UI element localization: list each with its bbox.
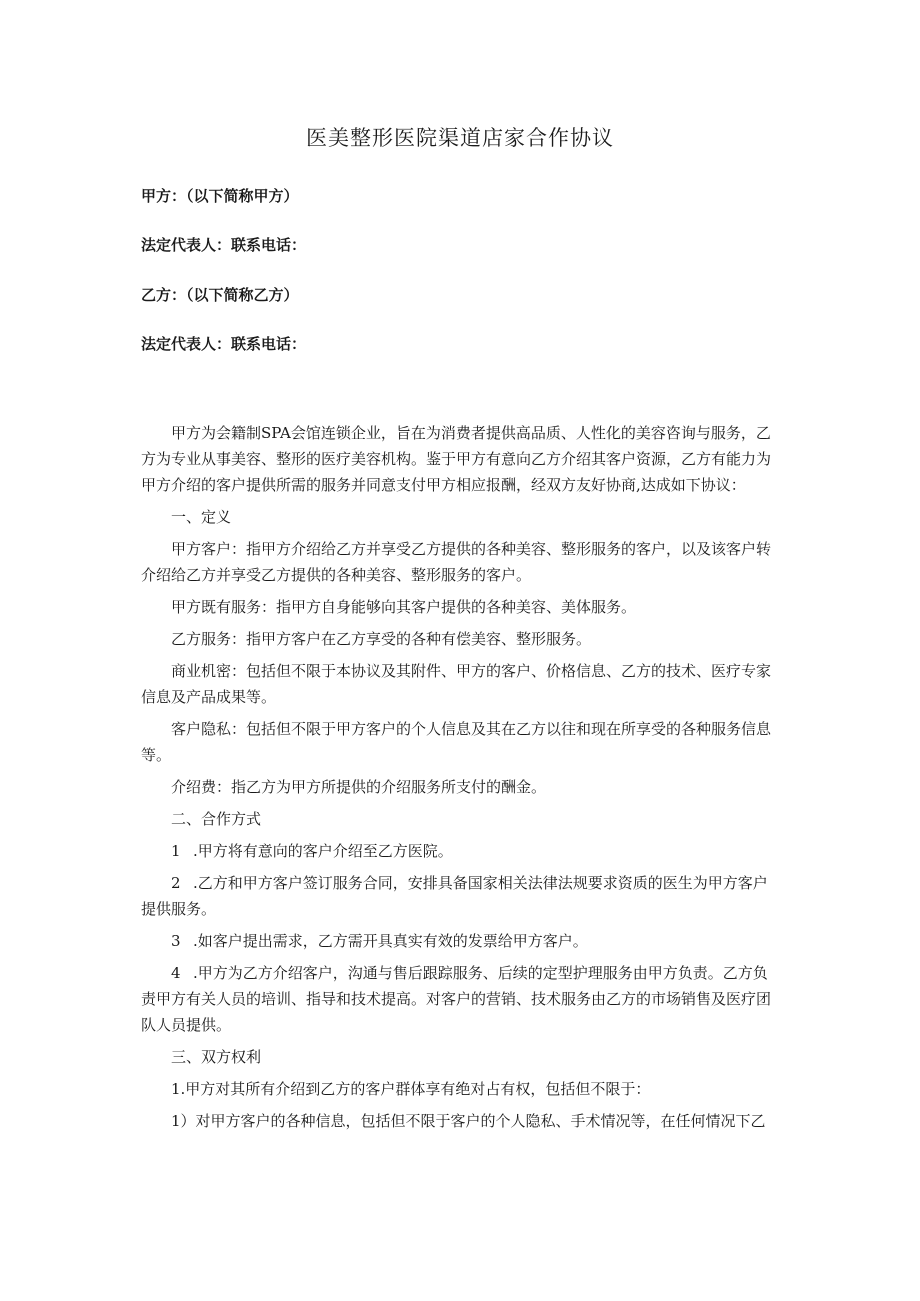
rights-subitem: 1）对甲方客户的各种信息，包括但不限于客户的个人隐私、手术情况等，在任何情况下乙 [171,1112,766,1130]
cooperation-item [141,928,781,954]
intro-paragraph: 甲方为会籍制SPA会馆连锁企业，旨在为消费者提供高品质、人性化的美容咨询与服务，乙方为专业从事美容、整形的医疗美容机构。鉴于甲方有意向乙方介绍其客户资源，乙方有能力为甲方介绍的客户提供所需的服务并同意支付甲方相应报酬，经双方友好协商,达成如下协议： [141,424,772,494]
cooperation-item [141,960,781,1038]
item-text: .甲方将有意向的客户介绍至乙方医院。 [193,842,453,860]
section-heading-definitions: 一、定义 [171,508,232,526]
item-number: 4 [171,964,181,982]
item-text: .乙方和甲方客户签订服务合同，安排具备国家相关法律法规要求资质的医生为甲方客户提供服务。 [141,874,768,918]
section-heading-cooperation: 二、合作方式 [171,810,262,828]
item-number: 3 [171,932,181,950]
rights-item: 1.甲方对其所有介绍到乙方的客户群体享有绝对占有权，包括但不限于： [171,1080,651,1098]
item-number: 2 [171,874,181,892]
definition-item: 乙方服务：指甲方客户在乙方享受的各种有偿美容、整形服务。 [171,630,592,648]
definition-item: 甲方既有服务：指甲方自身能够向其客户提供的各种美容、美体服务。 [171,598,637,616]
party-a-line: 甲方：（以下简称甲方） [141,187,299,205]
section-heading-rights: 三、双方权利 [171,1048,262,1066]
definition-item: 介绍费：指乙方为甲方所提供的介绍服务所支付的酬金。 [171,778,547,796]
party-a-representative-line: 法定代表人：联系电话： [141,236,307,254]
item-text: .如客户提出需求，乙方需开具真实有效的发票给甲方客户。 [193,932,588,950]
cooperation-item [141,838,781,864]
definition-item: 甲方客户：指甲方介绍给乙方并享受乙方提供的各种美容、整形服务的客户，以及该客户转介绍给乙方并享受乙方提供的各种美容、整形服务的客户。 [141,540,772,584]
party-b-representative-line: 法定代表人：联系电话： [141,335,307,353]
document-title: 医美整形医院渠道店家合作协议 [306,126,614,150]
cooperation-item [141,870,781,922]
definition-item: 商业机密：包括但不限于本协议及其附件、甲方的客户、价格信息、乙方的技术、医疗专家信息及产品成果等。 [141,662,772,706]
agreement-body [141,420,781,1140]
definition-item: 客户隐私：包括但不限于甲方客户的个人信息及其在乙方以往和现在所享受的各种服务信息等。 [141,720,772,764]
item-number: 1 [171,842,181,860]
party-b-line: 乙方：（以下简称乙方） [141,286,299,304]
item-text: .甲方为乙方介绍客户，沟通与售后跟踪服务、后续的定型护理服务由甲方负责。乙方负责甲方有关人员的培训、指导和技术提高。对客户的营销、技术服务由乙方的市场销售及医疗团队人员提供。 [141,964,772,1034]
